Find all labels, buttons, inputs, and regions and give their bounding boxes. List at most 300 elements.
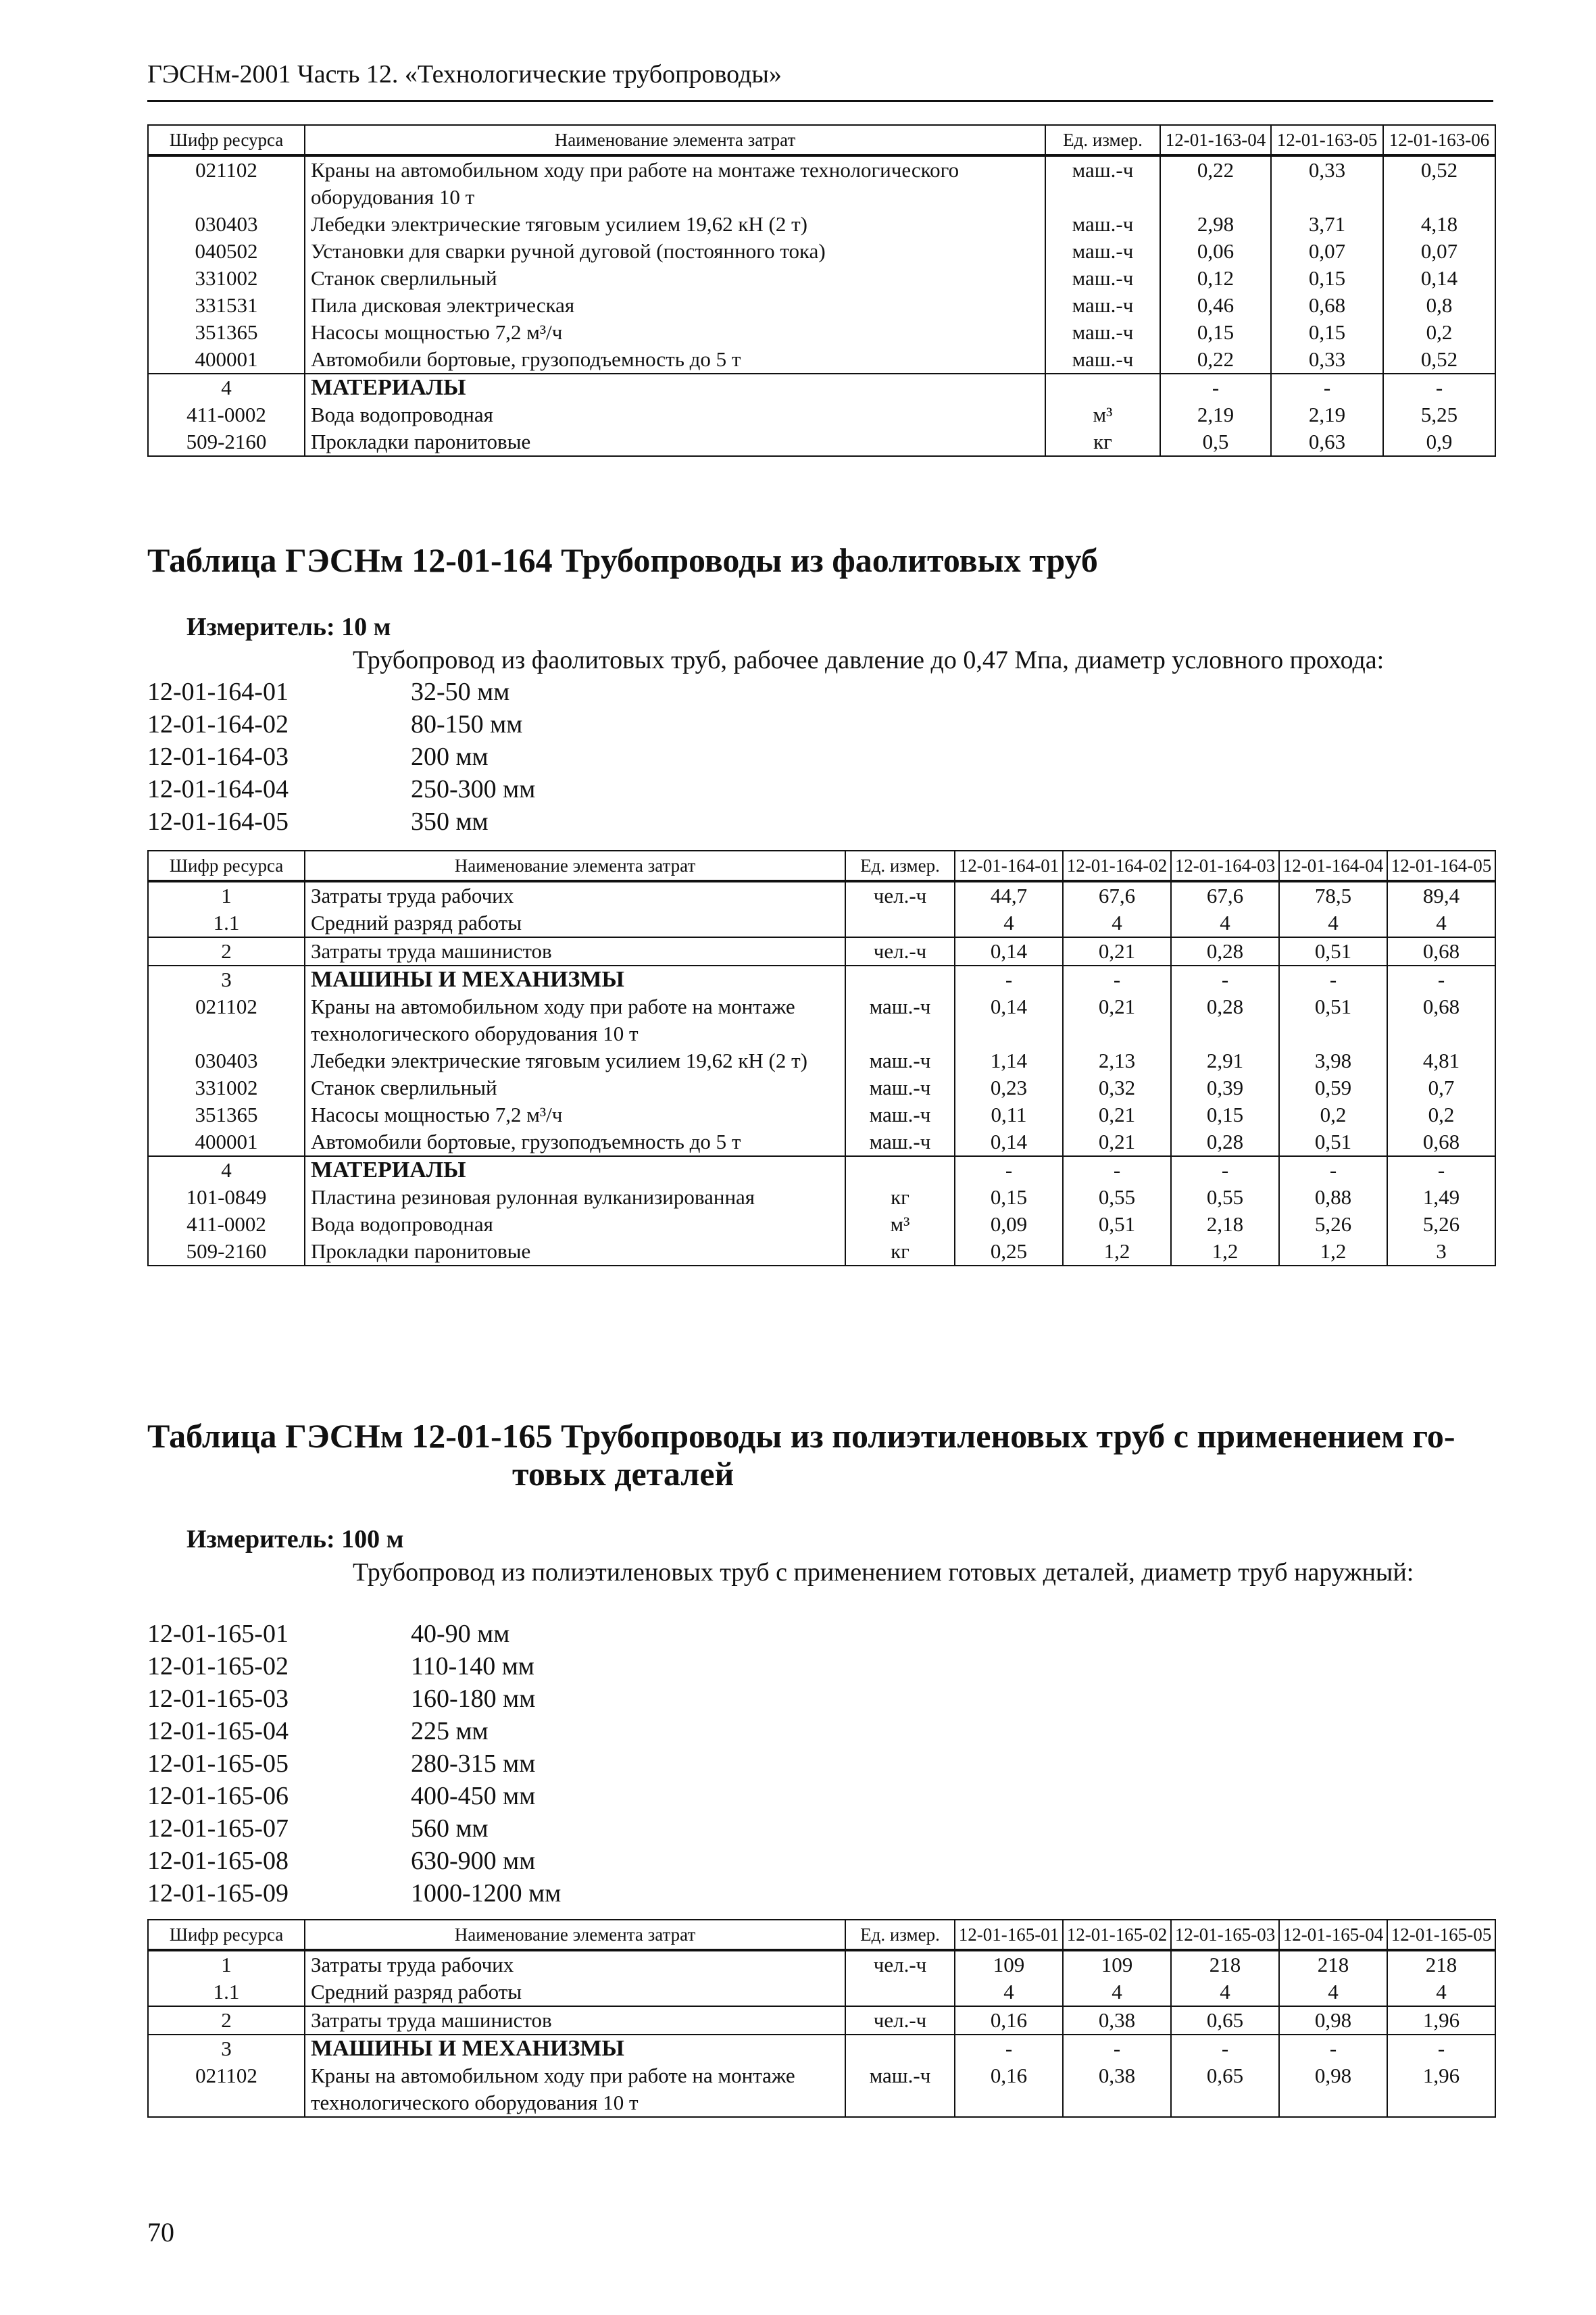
norm-value: 0,68 [1387, 1128, 1495, 1156]
norm-value: 0,68 [1271, 292, 1383, 319]
resource-table-164 [147, 850, 1496, 1266]
table-title-165: Таблица ГЭСНм 12-01-165 Трубопроводы из полиэтиленовых труб с применением го- [147, 1417, 1455, 1455]
unit-of-measure [845, 910, 955, 937]
norm-value: - [1279, 2035, 1387, 2062]
meter-label: Измеритель: [186, 1525, 335, 1553]
unit-of-measure: чел.-ч [845, 937, 955, 966]
column-header: Ед. измер. [1045, 125, 1160, 155]
norm-value: 67,6 [1063, 881, 1171, 910]
resource-code: 030403 [148, 211, 305, 238]
unit-of-measure: маш.-ч [845, 1074, 955, 1101]
norm-value: 0,68 [1387, 937, 1495, 966]
table-row [148, 1074, 1495, 1101]
unit-of-measure: чел.-ч [845, 1950, 955, 1978]
variant-size: 630-900 мм [411, 1847, 536, 1875]
unit-of-measure: м³ [845, 1211, 955, 1238]
norm-value: - [955, 966, 1063, 993]
resource-code: 331531 [148, 292, 305, 319]
resource-code: 411-0002 [148, 401, 305, 428]
norm-value: 0,55 [1063, 1184, 1171, 1211]
variant-size: 32-50 мм [411, 678, 510, 706]
table-row [148, 1156, 1495, 1184]
table-title-165-cont: товых деталей [512, 1455, 734, 1493]
unit-of-measure [845, 2035, 955, 2062]
variant-code: 12-01-165-05 [147, 1749, 289, 1778]
norm-value: - [1279, 1156, 1387, 1184]
norm-value: 0,21 [1063, 993, 1171, 1047]
table-row [148, 346, 1495, 374]
table-row [148, 937, 1495, 966]
norm-value: - [1383, 374, 1495, 401]
table-row [148, 2035, 1495, 2062]
running-header: ГЭСНм-2001 Часть 12. «Технологические трубопроводы» [147, 60, 782, 89]
norm-value: 0,55 [1171, 1184, 1279, 1211]
norm-value: 4 [1063, 910, 1171, 937]
resource-code: 351365 [148, 319, 305, 346]
variant-size: 80-150 мм [411, 710, 523, 739]
norm-value: 0,06 [1160, 238, 1271, 265]
table-row [148, 1950, 1495, 1978]
norm-value: 109 [955, 1950, 1063, 1978]
norm-value: 4 [1063, 1978, 1171, 2006]
variant-code: 12-01-165-03 [147, 1685, 289, 1713]
norm-value: 0,59 [1279, 1074, 1387, 1101]
norm-value: 1,2 [1279, 1238, 1387, 1266]
variant-size: 350 мм [411, 807, 489, 836]
norm-value: 1,14 [955, 1047, 1063, 1074]
norm-value: 0,7 [1387, 1074, 1495, 1101]
resource-code: 1.1 [148, 1978, 305, 2006]
variant-size: 225 мм [411, 1717, 489, 1745]
norm-value: 4 [1387, 1978, 1495, 2006]
cost-item-name: Затраты труда рабочих [305, 1950, 845, 1978]
norm-value: - [1063, 2035, 1171, 2062]
resource-code: 021102 [148, 993, 305, 1047]
column-header: Наименование элемента затрат [305, 1920, 845, 1950]
unit-of-measure: маш.-ч [1045, 211, 1160, 238]
norm-value: 2,91 [1171, 1047, 1279, 1074]
resource-code: 331002 [148, 265, 305, 292]
variant-size: 160-180 мм [411, 1685, 536, 1713]
norm-value: - [1387, 1156, 1495, 1184]
meter-value: 100 м [341, 1525, 404, 1553]
table-row [148, 1047, 1495, 1074]
norm-value: 0,14 [955, 993, 1063, 1047]
unit-of-measure: чел.-ч [845, 2006, 955, 2035]
variant-code: 12-01-164-04 [147, 775, 289, 803]
norm-value: 3,98 [1279, 1047, 1387, 1074]
cost-item-name: Пила дисковая электрическая [305, 292, 1045, 319]
norm-value: 0,51 [1279, 1128, 1387, 1156]
table-row [148, 881, 1495, 910]
norm-value: 2,19 [1271, 401, 1383, 428]
norm-value: 4 [1387, 910, 1495, 937]
meter-line-164 [186, 612, 391, 642]
cost-item-name: МАШИНЫ И МЕХАНИЗМЫ [305, 966, 845, 993]
unit-of-measure: маш.-ч [845, 1128, 955, 1156]
column-header: Шифр ресурса [148, 851, 305, 881]
norm-value: 4 [1171, 1978, 1279, 2006]
variant-code: 12-01-165-09 [147, 1879, 289, 1908]
norm-value: 0,8 [1383, 292, 1495, 319]
meter-value: 10 м [341, 613, 391, 641]
table-row [148, 910, 1495, 937]
cost-item-name: Прокладки паронитовые [305, 428, 1045, 456]
resource-table-165 [147, 1919, 1496, 2118]
table-row [148, 319, 1495, 346]
norm-value: 0,21 [1063, 1128, 1171, 1156]
column-header: 12-01-163-04 [1160, 125, 1271, 155]
norm-value: 1,2 [1063, 1238, 1171, 1266]
table-row [148, 966, 1495, 993]
norm-value: 5,25 [1383, 401, 1495, 428]
norm-value: 0,98 [1279, 2006, 1387, 2035]
norm-value: 0,52 [1383, 346, 1495, 374]
table-row [148, 401, 1495, 428]
table-row [148, 1238, 1495, 1266]
cost-item-name: МАШИНЫ И МЕХАНИЗМЫ [305, 2035, 845, 2062]
norm-value: 0,2 [1387, 1101, 1495, 1128]
table-row [148, 1184, 1495, 1211]
norm-value: - [1171, 2035, 1279, 2062]
norm-value: 0,15 [1160, 319, 1271, 346]
norm-value: 0,14 [1383, 265, 1495, 292]
table-row [148, 2062, 1495, 2117]
variant-size: 1000-1200 мм [411, 1879, 562, 1908]
norm-value: 4 [1279, 910, 1387, 937]
norm-value: - [1387, 2035, 1495, 2062]
norm-value: 0,51 [1279, 937, 1387, 966]
table-row [148, 211, 1495, 238]
cost-item-name: Автомобили бортовые, грузоподъемность до 5 т [305, 1128, 845, 1156]
norm-value: 0,63 [1271, 428, 1383, 456]
cost-item-name: Средний разряд работы [305, 910, 845, 937]
unit-of-measure: м³ [1045, 401, 1160, 428]
column-header: 12-01-164-03 [1171, 851, 1279, 881]
resource-code: 400001 [148, 1128, 305, 1156]
column-header: 12-01-163-05 [1271, 125, 1383, 155]
unit-of-measure [845, 1978, 955, 2006]
resource-code: 1 [148, 1950, 305, 1978]
column-header: Шифр ресурса [148, 1920, 305, 1950]
column-header: Ед. измер. [845, 1920, 955, 1950]
cost-item-name: Лебедки электрические тяговым усилием 19,62 кН (2 т) [305, 1047, 845, 1074]
norm-value: 4 [955, 910, 1063, 937]
norm-value: 1,49 [1387, 1184, 1495, 1211]
table-row [148, 155, 1495, 211]
column-header: 12-01-164-02 [1063, 851, 1171, 881]
resource-code: 101-0849 [148, 1184, 305, 1211]
table-header-row [148, 125, 1495, 155]
column-header: 12-01-165-05 [1387, 1920, 1495, 1950]
resource-code: 509-2160 [148, 428, 305, 456]
unit-of-measure [845, 1156, 955, 1184]
norm-value: - [955, 1156, 1063, 1184]
norm-value: 0,15 [1171, 1101, 1279, 1128]
norm-value: 0,2 [1383, 319, 1495, 346]
resource-code: 331002 [148, 1074, 305, 1101]
cost-item-name: Насосы мощностью 7,2 м³/ч [305, 1101, 845, 1128]
cost-item-name: Средний разряд работы [305, 1978, 845, 2006]
cost-item-name: Насосы мощностью 7,2 м³/ч [305, 319, 1045, 346]
table-row [148, 1211, 1495, 1238]
cost-item-name: Прокладки паронитовые [305, 1238, 845, 1266]
cost-item-name: Вода водопроводная [305, 401, 1045, 428]
meter-line-165 [186, 1524, 404, 1554]
cost-item-name: Лебедки электрические тяговым усилием 19,62 кН (2 т) [305, 211, 1045, 238]
resource-code: 021102 [148, 155, 305, 211]
cost-item-name: Станок сверлильный [305, 265, 1045, 292]
norm-value: 0,46 [1160, 292, 1271, 319]
page-number: 70 [147, 2217, 174, 2247]
variant-code: 12-01-165-08 [147, 1847, 289, 1875]
variant-code: 12-01-164-03 [147, 743, 289, 771]
table-row [148, 428, 1495, 456]
norm-value: 0,39 [1171, 1074, 1279, 1101]
norm-value: 0,16 [955, 2006, 1063, 2035]
table-row [148, 1128, 1495, 1156]
variant-code: 12-01-164-01 [147, 678, 289, 706]
resource-code: 040502 [148, 238, 305, 265]
resource-code: 509-2160 [148, 1238, 305, 1266]
unit-of-measure: маш.-ч [1045, 155, 1160, 211]
norm-value: 0,21 [1063, 937, 1171, 966]
norm-value: 0,51 [1279, 993, 1387, 1047]
cost-item-name: Затраты труда машинистов [305, 937, 845, 966]
norm-value: 0,15 [955, 1184, 1063, 1211]
column-header: 12-01-164-05 [1387, 851, 1495, 881]
resource-code: 021102 [148, 2062, 305, 2117]
resource-code: 4 [148, 374, 305, 401]
cost-item-name: Краны на автомобильном ходу при работе на монтаже технологического оборудования 10 т [305, 155, 1045, 211]
norm-value: 109 [1063, 1950, 1171, 1978]
norm-value: - [1171, 966, 1279, 993]
variant-size: 200 мм [411, 743, 489, 771]
table-description-165: Трубопровод из полиэтиленовых труб с применением готовых деталей, диаметр труб наружный: [353, 1558, 1414, 1587]
norm-value: 0,22 [1160, 155, 1271, 211]
resource-code: 400001 [148, 346, 305, 374]
header-divider [147, 100, 1493, 102]
norm-value: 3 [1387, 1238, 1495, 1266]
unit-of-measure: маш.-ч [845, 993, 955, 1047]
norm-value: 1,96 [1387, 2006, 1495, 2035]
cost-item-name: МАТЕРИАЛЫ [305, 374, 1045, 401]
resource-code: 1.1 [148, 910, 305, 937]
variant-code: 12-01-165-04 [147, 1717, 289, 1745]
norm-value: 1,96 [1387, 2062, 1495, 2117]
cost-item-name: Пластина резиновая рулонная вулканизированная [305, 1184, 845, 1211]
norm-value: 0,22 [1160, 346, 1271, 374]
norm-value: 0,32 [1063, 1074, 1171, 1101]
norm-value: 0,2 [1279, 1101, 1387, 1128]
table-row [148, 374, 1495, 401]
norm-value: 0,09 [955, 1211, 1063, 1238]
variant-size: 280-315 мм [411, 1749, 536, 1778]
norm-value: - [1387, 966, 1495, 993]
norm-value: 67,6 [1171, 881, 1279, 910]
unit-of-measure: маш.-ч [1045, 346, 1160, 374]
resource-code: 2 [148, 937, 305, 966]
norm-value: - [1063, 1156, 1171, 1184]
norm-value: 218 [1387, 1950, 1495, 1978]
norm-value: 4 [955, 1978, 1063, 2006]
cost-item-name: Краны на автомобильном ходу при работе на монтаже технологического оборудования 10 т [305, 2062, 845, 2117]
norm-value: 0,28 [1171, 993, 1279, 1047]
norm-value: 0,28 [1171, 1128, 1279, 1156]
norm-value: 1,2 [1171, 1238, 1279, 1266]
table-row [148, 993, 1495, 1047]
unit-of-measure [845, 966, 955, 993]
variant-code: 12-01-164-02 [147, 710, 289, 739]
resource-code: 3 [148, 966, 305, 993]
variant-code: 12-01-164-05 [147, 807, 289, 836]
table-row [148, 1978, 1495, 2006]
cost-item-name: Станок сверлильный [305, 1074, 845, 1101]
resource-table-163 [147, 124, 1496, 457]
column-header: Наименование элемента затрат [305, 125, 1045, 155]
column-header: Шифр ресурса [148, 125, 305, 155]
column-header: 12-01-165-04 [1279, 1920, 1387, 1950]
norm-value: 44,7 [955, 881, 1063, 910]
norm-value: 218 [1171, 1950, 1279, 1978]
variant-size: 40-90 мм [411, 1620, 510, 1648]
norm-value: - [1271, 374, 1383, 401]
norm-value: 89,4 [1387, 881, 1495, 910]
unit-of-measure: маш.-ч [1045, 238, 1160, 265]
norm-value: 4,81 [1387, 1047, 1495, 1074]
resource-code: 351365 [148, 1101, 305, 1128]
norm-value: 0,98 [1279, 2062, 1387, 2117]
norm-value: 0,33 [1271, 346, 1383, 374]
norm-value: 0,15 [1271, 265, 1383, 292]
unit-of-measure: маш.-ч [1045, 319, 1160, 346]
unit-of-measure: маш.-ч [845, 1101, 955, 1128]
norm-value: - [1063, 966, 1171, 993]
variant-size: 560 мм [411, 1814, 489, 1843]
variant-size: 250-300 мм [411, 775, 536, 803]
table-description-164: Трубопровод из фаолитовых труб, рабочее давление до 0,47 Мпа, диаметр условного прохода: [353, 646, 1385, 674]
column-header: 12-01-164-01 [955, 851, 1063, 881]
norm-value: 0,68 [1387, 993, 1495, 1047]
resource-code: 030403 [148, 1047, 305, 1074]
norm-value: 2,19 [1160, 401, 1271, 428]
norm-value: 2,98 [1160, 211, 1271, 238]
resource-code: 411-0002 [148, 1211, 305, 1238]
norm-value: 0,9 [1383, 428, 1495, 456]
table-row [148, 265, 1495, 292]
norm-value: 0,65 [1171, 2062, 1279, 2117]
cost-item-name: Краны на автомобильном ходу при работе на монтаже технологического оборудования 10 т [305, 993, 845, 1047]
norm-value: 3,71 [1271, 211, 1383, 238]
norm-value: 0,15 [1271, 319, 1383, 346]
norm-value: - [1279, 966, 1387, 993]
variant-code: 12-01-165-01 [147, 1620, 289, 1648]
variant-code: 12-01-165-07 [147, 1814, 289, 1843]
norm-value: 218 [1279, 1950, 1387, 1978]
cost-item-name: Автомобили бортовые, грузоподъемность до 5 т [305, 346, 1045, 374]
cost-item-name: Затраты труда машинистов [305, 2006, 845, 2035]
norm-value: 4,18 [1383, 211, 1495, 238]
norm-value: 0,23 [955, 1074, 1063, 1101]
norm-value: 5,26 [1279, 1211, 1387, 1238]
column-header: 12-01-165-01 [955, 1920, 1063, 1950]
unit-of-measure [1045, 374, 1160, 401]
unit-of-measure: кг [845, 1238, 955, 1266]
meter-label: Измеритель: [186, 613, 335, 641]
norm-value: 4 [1171, 910, 1279, 937]
cost-item-name: Затраты труда рабочих [305, 881, 845, 910]
variant-size: 110-140 мм [411, 1652, 534, 1681]
norm-value: 0,25 [955, 1238, 1063, 1266]
norm-value: 0,07 [1383, 238, 1495, 265]
norm-value: 4 [1279, 1978, 1387, 2006]
table-row [148, 238, 1495, 265]
norm-value: 78,5 [1279, 881, 1387, 910]
norm-value: 0,14 [955, 1128, 1063, 1156]
norm-value: 0,38 [1063, 2006, 1171, 2035]
norm-value: 0,21 [1063, 1101, 1171, 1128]
resource-code: 3 [148, 2035, 305, 2062]
column-header: 12-01-165-02 [1063, 1920, 1171, 1950]
variant-code: 12-01-165-06 [147, 1782, 289, 1810]
norm-value: 0,52 [1383, 155, 1495, 211]
cost-item-name: Установки для сварки ручной дуговой (постоянного тока) [305, 238, 1045, 265]
norm-value: 0,51 [1063, 1211, 1171, 1238]
unit-of-measure: маш.-ч [1045, 265, 1160, 292]
table-header-row [148, 851, 1495, 881]
cost-item-name: МАТЕРИАЛЫ [305, 1156, 845, 1184]
norm-value: 2,13 [1063, 1047, 1171, 1074]
resource-code: 4 [148, 1156, 305, 1184]
column-header: 12-01-164-04 [1279, 851, 1387, 881]
norm-value: 2,18 [1171, 1211, 1279, 1238]
norm-value: 0,88 [1279, 1184, 1387, 1211]
unit-of-measure: маш.-ч [845, 2062, 955, 2117]
column-header: Ед. измер. [845, 851, 955, 881]
table-row [148, 2006, 1495, 2035]
table-row [148, 1101, 1495, 1128]
norm-value: 5,26 [1387, 1211, 1495, 1238]
norm-value: 0,11 [955, 1101, 1063, 1128]
norm-value: 0,38 [1063, 2062, 1171, 2117]
unit-of-measure: кг [1045, 428, 1160, 456]
norm-value: - [1160, 374, 1271, 401]
variant-code: 12-01-165-02 [147, 1652, 289, 1681]
table-header-row [148, 1920, 1495, 1950]
unit-of-measure: кг [845, 1184, 955, 1211]
norm-value: 0,5 [1160, 428, 1271, 456]
norm-value: 0,33 [1271, 155, 1383, 211]
table-row [148, 292, 1495, 319]
unit-of-measure: чел.-ч [845, 881, 955, 910]
resource-code: 2 [148, 2006, 305, 2035]
norm-value: 0,14 [955, 937, 1063, 966]
norm-value: 0,07 [1271, 238, 1383, 265]
column-header: 12-01-165-03 [1171, 1920, 1279, 1950]
unit-of-measure: маш.-ч [845, 1047, 955, 1074]
norm-value: 0,16 [955, 2062, 1063, 2117]
column-header: 12-01-163-06 [1383, 125, 1495, 155]
cost-item-name: Вода водопроводная [305, 1211, 845, 1238]
norm-value: 0,12 [1160, 265, 1271, 292]
column-header: Наименование элемента затрат [305, 851, 845, 881]
resource-code: 1 [148, 881, 305, 910]
table-title-164: Таблица ГЭСНм 12-01-164 Трубопроводы из фаолитовых труб [147, 541, 1098, 579]
norm-value: - [955, 2035, 1063, 2062]
variant-size: 400-450 мм [411, 1782, 536, 1810]
norm-value: 0,28 [1171, 937, 1279, 966]
norm-value: 0,65 [1171, 2006, 1279, 2035]
